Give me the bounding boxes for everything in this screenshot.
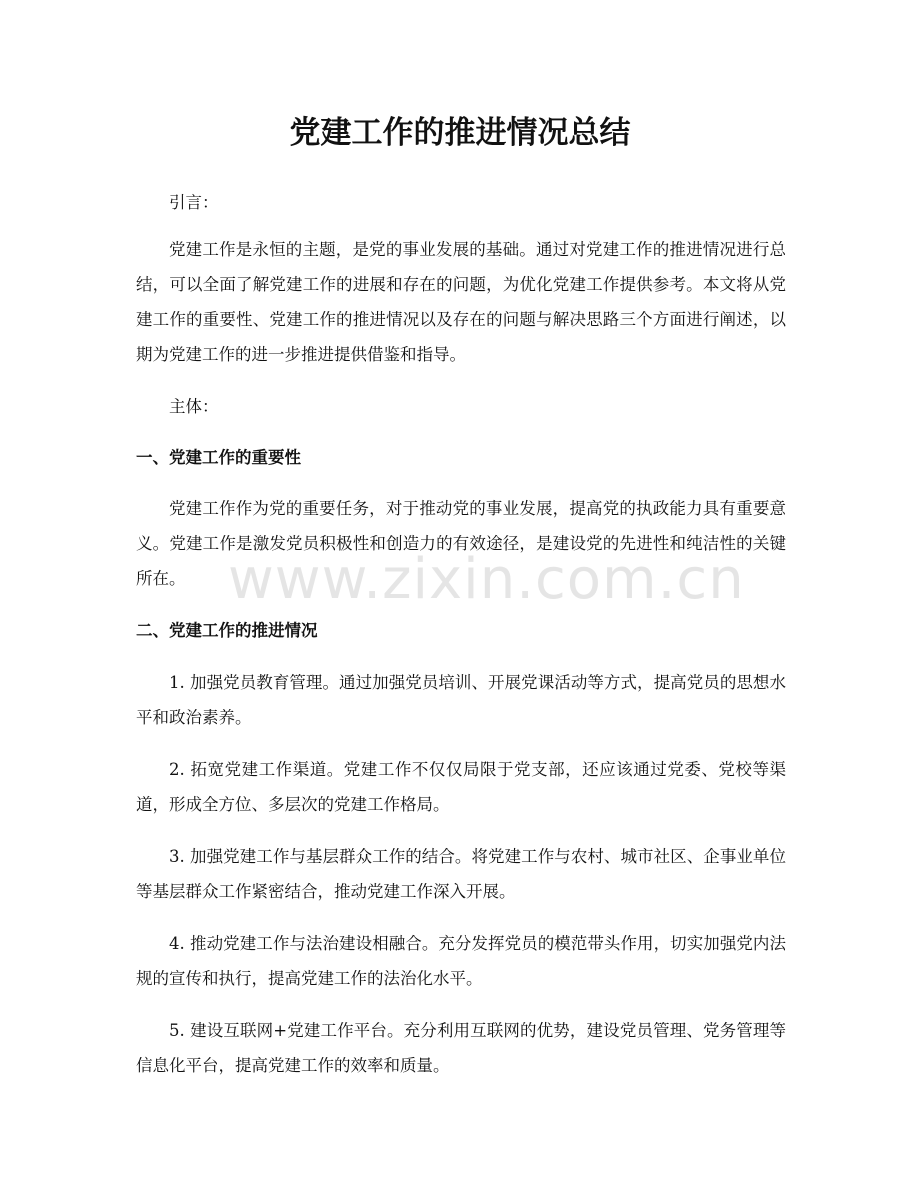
section-1-paragraph: 党建工作作为党的重要任务，对于推动党的事业发展，提高党的执政能力具有重要意义。党建工作是激发党员积极性和创造力的有效途径，是建设党的先进性和纯洁性的关键所在。 bbox=[136, 499, 786, 588]
section-2-heading: 二、党建工作的推进情况 bbox=[136, 621, 318, 640]
list-item: 2. 拓宽党建工作渠道。党建工作不仅仅局限于党支部，还应该通过党委、党校等渠道，形成全方位、多层次的党建工作格局。 bbox=[136, 760, 786, 814]
intro-label: 引言： bbox=[169, 193, 219, 212]
intro-paragraph: 党建工作是永恒的主题，是党的事业发展的基础。通过对党建工作的推进情况进行总结，可以全面了解党建工作的进展和存在的问题，为优化党建工作提供参考。本文将从党建工作的重要性、党建工作的推进情况以及存在的问题与解决思路三个方面进行阐述，以期为党建工作的进一步推进提供借鉴和指导。 bbox=[136, 240, 786, 364]
watermark: www.zixin.com.cn bbox=[228, 547, 745, 612]
list-item: 3. 加强党建工作与基层群众工作的结合。将党建工作与农村、城市社区、企事业单位等基层群众工作紧密结合，推动党建工作深入开展。 bbox=[136, 847, 786, 901]
body-label: 主体： bbox=[169, 397, 219, 416]
list-item: 1. 加强党员教育管理。通过加强党员培训、开展党课活动等方式，提高党员的思想水平和政治素养。 bbox=[136, 673, 786, 727]
list-item: 4. 推动党建工作与法治建设相融合。充分发挥党员的模范带头作用，切实加强党内法规的宣传和执行，提高党建工作的法治化水平。 bbox=[136, 934, 786, 988]
section-1-heading: 一、党建工作的重要性 bbox=[136, 448, 301, 467]
document-title: 党建工作的推进情况总结 bbox=[289, 115, 631, 151]
list-item: 5. 建设互联网+党建工作平台。充分利用互联网的优势，建设党员管理、党务管理等信息化平台，提高党建工作的效率和质量。 bbox=[136, 1021, 786, 1075]
